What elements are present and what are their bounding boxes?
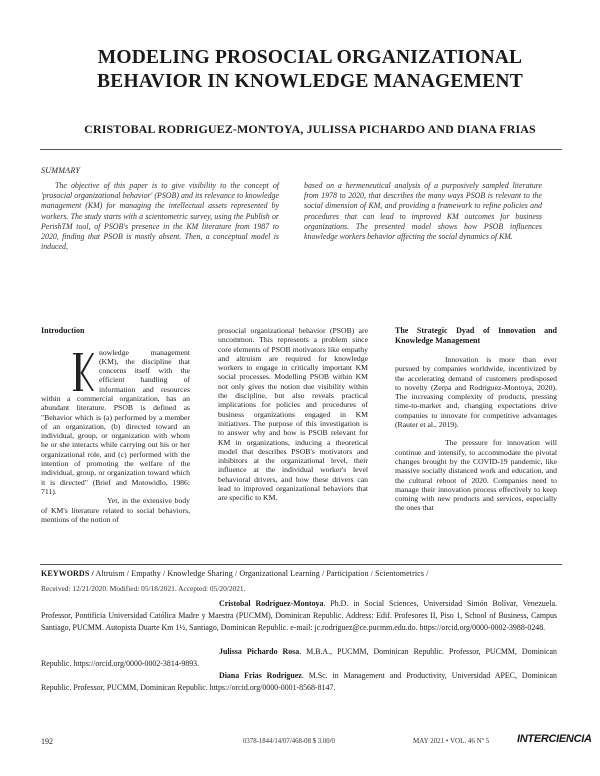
intro-paragraph bbox=[41, 348, 190, 497]
bio-text-3: . M.Sc. in Management and Productivity, Universidad APEC, Dominican Republic. Professor, PUCMM, Dominican Republic. https://orcid.org/0000-0001-8568-8147. bbox=[41, 671, 557, 692]
body-column-2 bbox=[218, 326, 368, 503]
bio-name-1: Cristobal Rodriguez-Montoya bbox=[219, 599, 324, 608]
title-line-1: MODELING PROSOCIAL ORGANIZATIONAL bbox=[97, 47, 523, 68]
body-column-1 bbox=[41, 326, 190, 524]
summary-text-left: The objective of this paper is to give visibility to the concept of 'prosocial organizational behavior' (PSOB) and its relevance to knowledge management (KM) for managing the intellectual assets represented by workers. The study starts with a scientometric survey, using the Publish or PerishTM tool, of PSOB's presence in the KM literature from 1987 to 2020, finding that PSOB is mostly absent. Then, a conceptual model is induced, bbox=[41, 181, 279, 252]
summary-text-right: based on a hermeneutical analysis of a purposively sampled literature from 1978 to 2020, that describes the many ways PSOB is relevant to the social dimension of KM, and providing a framework to refine policies and procedures that can lead to improved KM outcomes for business organizations. The presented model shows how PSOB influences knowledge workers behavior affecting the social dynamics of KM. bbox=[304, 181, 542, 242]
article-title bbox=[60, 46, 560, 94]
author-bio-2 bbox=[41, 646, 557, 670]
section-heading-innovation: The Strategic Dyad of Innovation and Knowledge Management bbox=[395, 326, 557, 345]
bio-text-1: . Ph.D. in Social Sciences, Universidad Simón Bolívar, Venezuela. Professor, Pontificia Universidad Católica Madre y Maestra (PUCMM), Dominican Republic. Address: Edif. Profesores II, Piso 1, School of Business, Campus Santiago, PUCMM. Autopista Duarte Km 1½, Santiago, Dominican Republic. e-mail: jc.rodriguez@ce.pucmm.edu.do. https://orcid.org/0000-0002-3988-0248. bbox=[41, 599, 557, 632]
journal-logo: INTERCIENCIA bbox=[517, 733, 592, 745]
issn: 0378-1844/14/07/468-08 $ 3.00/0 bbox=[243, 738, 335, 745]
summary-heading: SUMMARY bbox=[41, 166, 81, 175]
bio-name-3: Diana Frias Rodriguez bbox=[219, 671, 302, 680]
innovation-paragraph-2: The pressure for innovation will continue and intensify, to accommodate the pivotal changes brought by the COVID-19 pandemic, like massive socially distanced work and education, and the cultural reboot of 2020. Companies need to manage their innovation process effectively to keep coming with new products and services, especially the ones that bbox=[395, 438, 557, 513]
divider bbox=[40, 149, 562, 150]
keywords bbox=[41, 569, 428, 578]
column-2-text: prosocial organizational behavior (PSOB) are uncommon. This represents a problem since core elements of PSOB motivators like empathy and altruism are required for knowledge workers to engage in critically important KM social processes. Modelling PSOB within KM not only gives the notion due visibility within the discipline, but also reveals practical implications for policies and procedures of business organizations engaged in KM initiatives. The purpose of this investigation is to answer why and how is PSOB relevant for KM in organizations, inducing a theoretical model that describes PSOB's motivators and inhibitors at the organizational level, their influence at the individual worker's level behavioral drivers, and how these drivers can lead to improved organizational behaviors that are specific to KM. bbox=[218, 326, 368, 503]
bio-text-2: . M.B.A., PUCMM, Dominican Republic. Professor, PUCMM, Dominican Republic. https://orcid.org/0000-0002-3814-9893. bbox=[41, 647, 557, 668]
innovation-paragraph-1: Innovation is more than ever pursued by companies worldwide, incentivized by the accelerating demand of customers predisposed to novelty (Zerpa and Rodriguez-Montoya, 2020). The increasing complexity of products, pressing time-to-market and, changing expectations drive companies to innovate for competitive advantages (Rauter et al., 2019). bbox=[395, 355, 557, 430]
body-column-3 bbox=[395, 326, 557, 513]
author-bio-3 bbox=[41, 670, 557, 694]
divider bbox=[40, 564, 562, 565]
dropcap-k-glyph bbox=[73, 352, 95, 392]
authors: CRISTOBAL RODRIGUEZ-MONTOYA, JULISSA PICHARDO AND DIANA FRIAS bbox=[84, 122, 536, 136]
dropcap-letter bbox=[73, 352, 95, 392]
summary-left-column bbox=[41, 181, 279, 252]
keywords-label: KEYWORDS / bbox=[41, 569, 94, 578]
summary-right-column bbox=[304, 181, 542, 242]
issue-date: MAY 2021 • VOL. 46 Nº 5 bbox=[413, 737, 490, 745]
intro-heading: Introduction bbox=[41, 326, 85, 335]
title-line-2: BEHAVIOR IN KNOWLEDGE MANAGEMENT bbox=[97, 71, 523, 92]
received-dates: Received: 12/21/2020. Modified: 05/18/2021. Accepted: 05/20/2021. bbox=[41, 584, 246, 593]
author-bio-1 bbox=[41, 598, 557, 634]
intro-text: nowledge management (KM), the discipline that concerns itself with the efficient handling of information and resources within a commercial organization, has an abundant literature. PSOB is defined as "Behavior which is (a) performed by a member of an organization, (b) directed toward an individual, group, or organization with whom he or she interacts while carrying out his or her organizational role, and (c) performed with the intention of promoting the welfare of the individual, group, or organization toward which it is directed" (Brief and Motowidlo, 1986: 711). bbox=[41, 347, 190, 496]
bio-name-2: Julissa Pichardo Rosa bbox=[219, 647, 300, 656]
keywords-list: Altruism / Empathy / Knowledge Sharing / Organizational Learning / Participation / Scientometrics / bbox=[93, 569, 429, 578]
intro-paragraph-2: Yet, in the extensive body of KM's literature related to social behaviors, mentions of the notion of bbox=[41, 496, 190, 524]
page-number: 192 bbox=[41, 737, 53, 746]
